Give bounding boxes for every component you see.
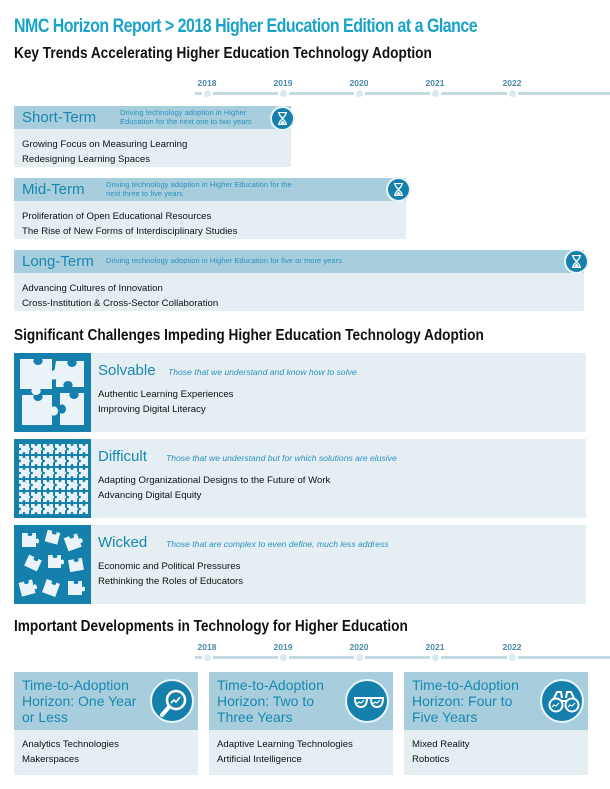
timeline-dot: [430, 88, 441, 99]
timeline-dot: [278, 652, 289, 663]
developments-timeline: [0, 642, 610, 664]
trend-label: Short-Term: [22, 109, 97, 126]
trend-label: Long-Term: [22, 253, 94, 270]
timeline-dot: [202, 652, 213, 663]
trends-timeline: [0, 78, 610, 100]
puzzle-icon: [14, 353, 91, 432]
challenge-difficult: [14, 439, 586, 518]
magnifier-icon: [150, 679, 194, 723]
timeline-year: 2021: [425, 642, 445, 652]
list-item: Economic and Political Pressures: [98, 561, 241, 572]
challenge-list: [98, 387, 233, 417]
challenge-description: Those that we understand but for which solutions are elusive: [166, 453, 397, 463]
timeline-year: 2021: [425, 78, 445, 88]
challenge-list: [98, 473, 330, 503]
list-item: The Rise of New Forms of Interdisciplinary Studies: [22, 226, 238, 237]
hourglass-icon: [564, 249, 589, 274]
development-list: [22, 737, 119, 767]
glasses-icon: [345, 679, 389, 723]
list-item: Growing Focus on Measuring Learning: [22, 139, 188, 150]
development-two-three-years: [209, 672, 393, 775]
developments-heading: Important Developments in Technology for Higher Education: [14, 618, 408, 635]
list-item: Proliferation of Open Educational Resources: [22, 211, 212, 222]
list-item: Adapting Organizational Designs to the Future of Work: [98, 475, 331, 486]
trend-short-term: [14, 106, 291, 167]
trend-long-term: [14, 250, 584, 311]
timeline-dot: [507, 652, 518, 663]
list-item: Redesigning Learning Spaces: [22, 154, 151, 165]
list-item: Adaptive Learning Technologies: [217, 739, 353, 750]
puzzle-grid-icon: [14, 439, 91, 518]
trend-list: [22, 137, 187, 167]
timeline-year: 2022: [502, 642, 522, 652]
list-item: Mixed Reality: [412, 739, 470, 750]
list-item: Advancing Cultures of Innovation: [22, 283, 163, 294]
binoculars-icon: [540, 679, 584, 723]
list-item: Artificial Intelligence: [217, 754, 302, 765]
timeline-dot: [278, 88, 289, 99]
development-label: Time-to-Adoption Horizon: Two to Three Years: [217, 677, 324, 725]
challenge-label: Difficult: [98, 448, 147, 465]
timeline-dot: [354, 652, 365, 663]
page-title: NMC Horizon Report > 2018 Higher Education Edition at a Glance: [14, 16, 478, 37]
challenges-heading: Significant Challenges Impeding Higher Education Technology Adoption: [14, 327, 484, 344]
development-list: [412, 737, 470, 767]
timeline-year: 2018: [197, 78, 217, 88]
trend-mid-term: [14, 178, 406, 239]
list-item: Rethinking the Roles of Educators: [98, 576, 244, 587]
challenge-solvable: [14, 353, 586, 432]
timeline-dot: [202, 88, 213, 99]
development-four-five-years: [404, 672, 588, 775]
timeline-dot: [430, 652, 441, 663]
trend-label: Mid-Term: [22, 181, 85, 198]
trend-list: [22, 281, 218, 311]
challenge-label: Solvable: [98, 362, 156, 379]
timeline-year: 2020: [349, 78, 369, 88]
timeline-year: 2022: [502, 78, 522, 88]
trend-description: Driving technology adoption in Higher Education for the next three to five years: [106, 180, 292, 198]
list-item: Authentic Learning Experiences: [98, 389, 234, 400]
list-item: Robotics: [412, 754, 450, 765]
development-label: Time-to-Adoption Horizon: One Year or Less: [22, 677, 137, 725]
challenge-description: Those that we understand and know how to solve: [168, 367, 357, 377]
timeline-dot: [507, 88, 518, 99]
list-item: Analytics Technologies: [22, 739, 119, 750]
trend-list: [22, 209, 237, 239]
development-label: Time-to-Adoption Horizon: Four to Five Years: [412, 677, 519, 725]
trends-heading: Key Trends Accelerating Higher Education Technology Adoption: [14, 45, 432, 62]
hourglass-icon: [270, 106, 295, 131]
list-item: Advancing Digital Equity: [98, 490, 202, 501]
trend-description: Driving technology adoption in Higher Education for five or more years: [106, 256, 342, 265]
hourglass-icon: [386, 177, 411, 202]
timeline-year: 2019: [273, 642, 293, 652]
challenge-label: Wicked: [98, 534, 148, 551]
development-one-year: [14, 672, 198, 775]
trend-description: Driving technology adoption in Higher Education for the next one to two years: [120, 108, 252, 126]
timeline-year: 2018: [197, 642, 217, 652]
list-item: Improving Digital Literacy: [98, 404, 206, 415]
challenge-wicked: [14, 525, 586, 604]
list-item: Makerspaces: [22, 754, 80, 765]
list-item: Cross-Institution & Cross-Sector Collaboration: [22, 298, 219, 309]
development-list: [217, 737, 353, 767]
scattered-puzzle-icon: [14, 525, 91, 604]
timeline-year: 2020: [349, 642, 369, 652]
challenge-list: [98, 559, 243, 589]
timeline-year: 2019: [273, 78, 293, 88]
timeline-dot: [354, 88, 365, 99]
challenge-description: Those that are complex to even define, much less address: [166, 539, 389, 549]
